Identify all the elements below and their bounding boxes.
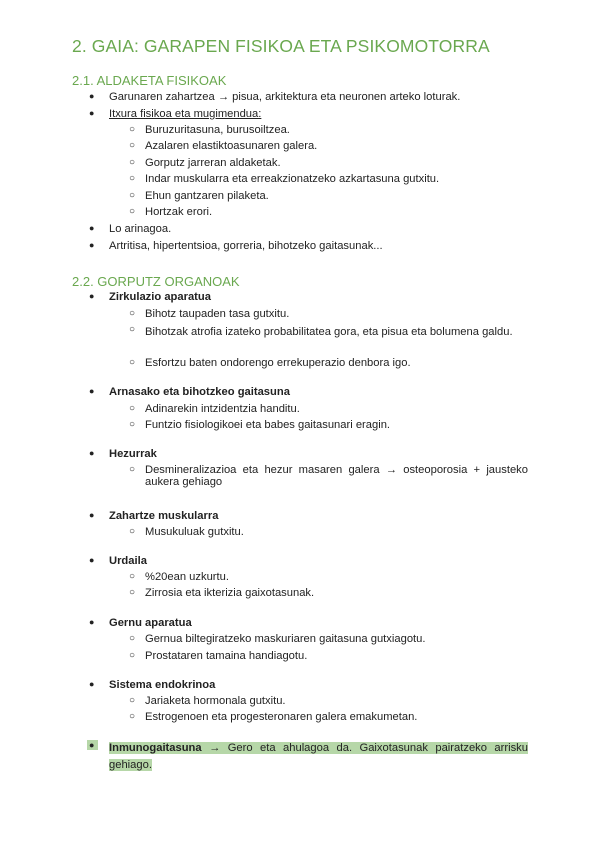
group-title: Inmunogaitasuna — [109, 742, 202, 754]
list-item: ● Artritisa, hipertentsioa, gorreria, bihotzeko gaitasunak... — [89, 240, 383, 252]
sub-list-item: ○ Gernua biltegiratzeko maskuriaren gaitasuna gutxiagotu. — [129, 633, 426, 645]
list-item: ● Lo arinagoa. — [89, 223, 172, 235]
circle-bullet-icon: ○ — [129, 419, 136, 430]
sub-list-item: ○ Funtzio fisiologikoei eta babes gaitasunari eragin. — [129, 419, 391, 431]
circle-bullet-icon: ○ — [129, 190, 136, 201]
circle-bullet-icon: ○ — [129, 633, 136, 644]
highlighted-list-item — [0, 740, 600, 774]
sub-list-item: ○ Zirrosia eta ikterizia gaixotasunak. — [129, 587, 315, 599]
sub-list-item: ○ Bihotz taupaden tasa gutxitu. — [129, 308, 290, 320]
group-title-row: ● Urdaila — [89, 555, 147, 567]
sub-list-item: ○ Esfortzu baten ondorengo errekuperazio denbora igo. — [129, 357, 411, 369]
sub-list-item: ○ Jariaketa hormonala gutxitu. — [129, 695, 286, 707]
bullet-icon: ● — [89, 679, 95, 689]
sub-list-item: ○ Ehun gantzaren pilaketa. — [129, 190, 269, 202]
sub-list-item: ○ Gorputz jarreran aldaketak. — [129, 157, 281, 169]
circle-bullet-icon: ○ — [129, 140, 136, 151]
bullet-icon: ● — [87, 740, 98, 750]
sub-list-item: ○ Indar muskularra eta erreakzionatzeko azkartasuna gutxitu. — [129, 173, 440, 185]
group-title-row: ● Arnasako eta bihotzkeo gaitasuna — [89, 386, 290, 398]
circle-bullet-icon: ○ — [129, 650, 136, 661]
circle-bullet-icon: ○ — [129, 571, 136, 582]
sub-list-item: ○ Buruzuritasuna, burusoiltzea. — [129, 124, 290, 136]
circle-bullet-icon: ○ — [129, 324, 136, 335]
group-title-row: ● Hezurrak — [89, 448, 157, 460]
circle-bullet-icon: ○ — [129, 308, 136, 319]
bullet-icon: ● — [89, 555, 95, 565]
page-title: 2. GAIA: GARAPEN FISIKOA ETA PSIKOMOTORRA — [72, 36, 490, 56]
bullet-icon: ● — [89, 223, 95, 233]
group-title-row: ● Zahartze muskularra — [89, 510, 219, 522]
circle-bullet-icon: ○ — [129, 695, 136, 706]
bullet-icon: ● — [89, 510, 95, 520]
bullet-icon: ● — [89, 91, 95, 101]
circle-bullet-icon: ○ — [129, 173, 136, 184]
bullet-icon: ● — [89, 291, 95, 301]
sub-list-item: ○ Adinarekin intzidentzia handitu. — [129, 403, 300, 415]
bullet-icon: ● — [89, 386, 95, 396]
group-title-row: ● Zirkulazio aparatua — [89, 291, 211, 303]
sub-list-item: ○ Hortzak erori. — [129, 206, 213, 218]
bullet-icon: ● — [89, 108, 95, 118]
list-item: ● Garunaren zahartzea → pisua, arkitektura eta neuronen arteko loturak. — [89, 91, 461, 103]
circle-bullet-icon: ○ — [129, 357, 136, 368]
sub-list-item: ○ Azalaren elastiktoasunaren galera. — [129, 140, 318, 152]
section-heading-aldaketa-fisikoak: 2.1. ALDAKETA FISIKOAK — [72, 73, 227, 88]
circle-bullet-icon: ○ — [129, 587, 136, 598]
sub-list-item: ○ Musukuluak gutxitu. — [129, 526, 244, 538]
sub-list-item: ○ Estrogenoen eta progesteronaren galera emakumetan. — [129, 711, 418, 723]
list-item: ● Itxura fisikoa eta mugimendua: — [89, 108, 262, 120]
circle-bullet-icon: ○ — [129, 403, 136, 414]
bullet-icon: ● — [89, 240, 95, 250]
group-title-row: ● Sistema endokrinoa — [89, 679, 216, 691]
circle-bullet-icon: ○ — [129, 464, 136, 475]
section-heading-gorputz-organoak: 2.2. GORPUTZ ORGANOAK — [72, 274, 240, 289]
bullet-icon: ● — [89, 617, 95, 627]
sub-list-item: ○ %20ean uzkurtu. — [129, 571, 229, 583]
circle-bullet-icon: ○ — [129, 206, 136, 217]
circle-bullet-icon: ○ — [129, 526, 136, 537]
sub-list-item: ○ Bihotzak atrofia izateko probabilitatea gora, eta pisua eta bolumena galdu. — [129, 324, 513, 338]
sub-list-item: ○ Prostataren tamaina handiagotu. — [129, 650, 308, 662]
group-text: → Gero eta ahulagoa da. Gaixotasunak pairatzeko arrisku gehiago. — [109, 742, 528, 771]
circle-bullet-icon: ○ — [129, 711, 136, 722]
bullet-icon: ● — [89, 448, 95, 458]
circle-bullet-icon: ○ — [129, 124, 136, 135]
group-title-row: ● Gernu aparatua — [89, 617, 192, 629]
circle-bullet-icon: ○ — [129, 157, 136, 168]
sub-list-item: ○ Desmineralizazioa eta hezur masaren galera → osteoporosia + jausteko aukera gehiago — [129, 464, 528, 488]
